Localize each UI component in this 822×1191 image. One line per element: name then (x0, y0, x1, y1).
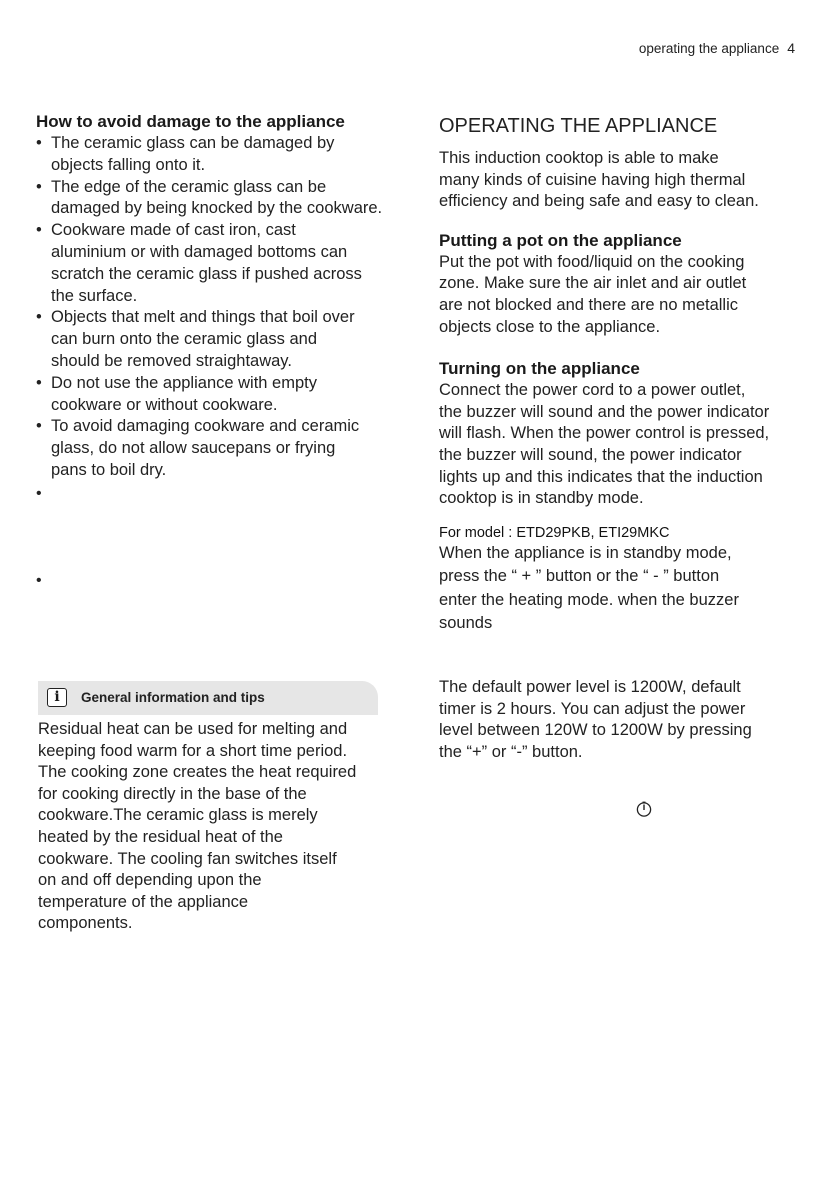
bullet-dot: • (36, 177, 42, 196)
default-line: timer is 2 hours. You can adjust the power (439, 699, 746, 718)
turning-line: Connect the power cord to a power outlet, (439, 381, 746, 400)
avoid-damage-item (36, 133, 421, 177)
clock-icon (636, 801, 652, 817)
avoid-damage-line: scratch the ceramic glass if pushed across (51, 264, 362, 283)
empty-bullet: • (36, 485, 42, 502)
putting-line: objects close to the appliance. (439, 317, 661, 336)
turning-on-title: Turning on the appliance (439, 359, 640, 379)
avoid-damage-section (36, 111, 421, 482)
avoid-damage-list (36, 133, 421, 482)
avoid-damage-line: glass, do not allow saucepans or frying (51, 439, 336, 458)
avoid-damage-item (36, 220, 421, 307)
page-header (639, 40, 795, 56)
operating-section (439, 114, 804, 636)
avoid-damage-item (36, 373, 421, 417)
info-box-header (38, 681, 378, 715)
turning-line: will flash. When the power control is pressed, (439, 424, 770, 443)
info-text-line: The cooking zone creates the heat required (38, 763, 357, 782)
page-number: 4 (787, 40, 795, 56)
putting-line: are not blocked and there are no metallic (439, 295, 739, 314)
standby-line: press the “ + ” button or the “ - ” button (439, 567, 720, 586)
default-line: The default power level is 1200W, default (439, 678, 741, 696)
default-line: the “+” or “-” button. (439, 742, 583, 761)
bullet-dot: • (36, 134, 42, 152)
standby-text (439, 542, 804, 636)
avoid-damage-item (36, 307, 421, 372)
standby-line: When the appliance is in standby mode, (439, 543, 732, 562)
avoid-damage-item (36, 416, 421, 481)
avoid-damage-line: Cookware made of cast iron, cast (51, 221, 296, 240)
turning-on-text (439, 380, 804, 510)
info-text-line: on and off depending upon the (38, 871, 262, 890)
info-text-line: for cooking directly in the base of the (38, 784, 307, 803)
putting-line: Put the pot with food/liquid on the cooking (439, 252, 745, 271)
turning-line: the buzzer will sound, the power indicator (439, 445, 742, 464)
avoid-damage-line: the surface. (51, 286, 138, 305)
model-line: For model : ETD29PKB, ETI29MKC (439, 524, 670, 541)
default-line: level between 120W to 1200W by pressing (439, 721, 752, 740)
operating-intro (439, 148, 804, 213)
info-box-title: General information and tips (81, 690, 265, 705)
bullet-dot: • (36, 221, 42, 240)
info-text-line: keeping food warm for a short time period. (38, 741, 348, 760)
bullet-dot: • (36, 417, 42, 436)
avoid-damage-line: can burn onto the ceramic glass and (51, 330, 317, 349)
info-text-line: temperature of the appliance (38, 892, 249, 911)
avoid-damage-line: pans to boil dry. (51, 460, 167, 479)
putting-pot-text (439, 252, 804, 338)
avoid-damage-item (36, 177, 421, 221)
avoid-damage-line: Do not use the appliance with empty (51, 373, 317, 392)
info-box-text (38, 719, 418, 935)
avoid-damage-line: damaged by being knocked by the cookware. (51, 199, 383, 218)
avoid-damage-line: should be removed straightaway. (51, 351, 292, 370)
avoid-damage-line: aluminium or with damaged bottoms can (51, 242, 348, 261)
turning-line: the buzzer will sound and the power indicator (439, 402, 770, 421)
standby-line: sounds (439, 614, 493, 633)
empty-bullet: • (36, 572, 42, 589)
intro-line: This induction cooktop is able to make (439, 149, 719, 167)
intro-line: many kinds of cuisine having high thermal (439, 170, 746, 189)
info-text-line: components. (38, 914, 133, 933)
avoid-damage-title: How to avoid damage to the appliance (36, 112, 345, 131)
turning-line: cooktop is in standby mode. (439, 489, 644, 508)
info-text-line: cookware.The ceramic glass is merely (38, 806, 318, 825)
info-text-line: heated by the residual heat of the (38, 827, 283, 846)
turning-line: lights up and this indicates that the induction (439, 467, 763, 486)
avoid-damage-line: cookware or without cookware. (51, 395, 278, 414)
info-text-line: cookware. The cooling fan switches itself (38, 849, 337, 868)
info-icon: i (47, 688, 67, 707)
putting-line: zone. Make sure the air inlet and air outlet (439, 274, 747, 293)
standby-line: enter the heating mode. when the buzzer (439, 590, 739, 609)
bullet-dot: • (36, 308, 42, 327)
avoid-damage-line: The ceramic glass can be damaged by (51, 134, 335, 152)
info-text-line: Residual heat can be used for melting and (38, 720, 348, 738)
putting-pot-title: Putting a pot on the appliance (439, 230, 682, 250)
avoid-damage-line: Objects that melt and things that boil over (51, 308, 355, 327)
avoid-damage-line: To avoid damaging cookware and ceramic (51, 417, 360, 436)
avoid-damage-line: The edge of the ceramic glass can be (51, 177, 327, 196)
header-section: operating the appliance (638, 41, 780, 56)
avoid-damage-line: objects falling onto it. (51, 155, 206, 174)
operating-title: OPERATING THE APPLIANCE (439, 115, 718, 137)
bullet-dot: • (36, 373, 42, 392)
intro-line: efficiency and being safe and easy to clean. (439, 192, 759, 211)
default-power-text (439, 677, 804, 763)
